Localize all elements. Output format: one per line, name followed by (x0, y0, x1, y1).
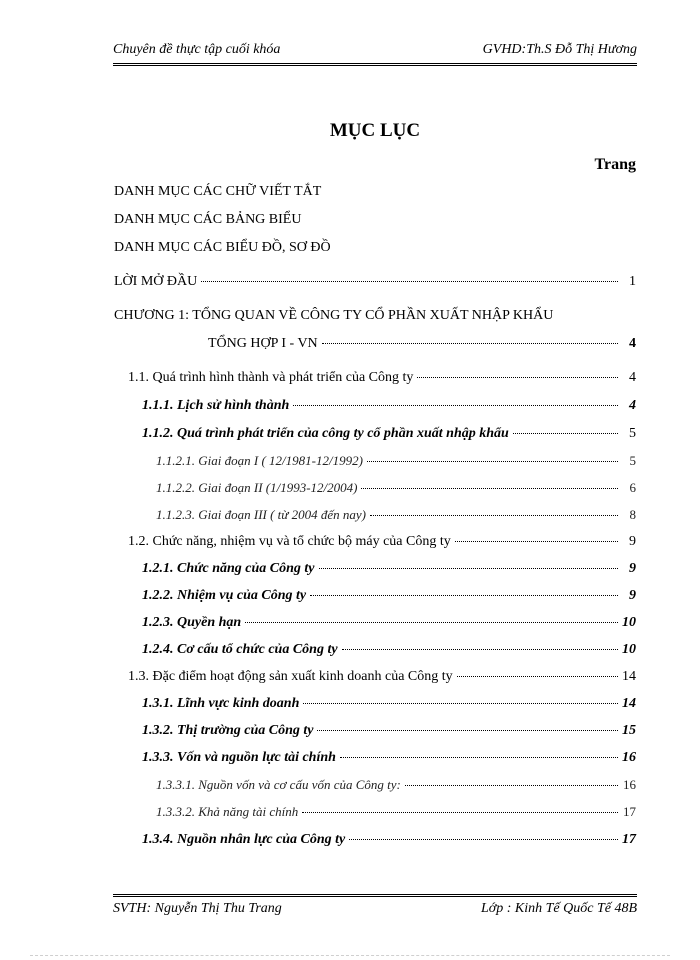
chapter-1-line1: CHƯƠNG 1: TỔNG QUAN VỀ CÔNG TY CỔ PHẦN XUẤT NHẬP KHẨU (114, 308, 554, 323)
toc-entry (128, 669, 636, 685)
toc-text: 1.3.3.1. Nguồn vốn và cơ cấu vốn của Công ty: (156, 777, 401, 792)
toc-page: 15 (622, 723, 636, 738)
toc-text: 1.1.2.1. Giai đoạn I ( 12/1981-12/1992) (156, 453, 363, 468)
toc-entry-intro (114, 274, 636, 290)
page-header (113, 42, 637, 58)
page-title: MỤC LỤC (329, 120, 421, 141)
leader-dots (513, 433, 618, 434)
toc-page: 10 (622, 642, 636, 657)
toc-page: 17 (622, 832, 636, 847)
leader-dots (201, 281, 618, 282)
page-break-line (30, 955, 670, 956)
leader-dots (340, 757, 618, 758)
front-item: DANH MỤC CÁC BIỂU ĐỒ, SƠ ĐỒ (114, 240, 331, 255)
leader-dots (405, 785, 618, 786)
toc-page: 10 (622, 615, 636, 630)
toc-entry (142, 750, 636, 766)
header-rule (113, 63, 637, 66)
footer-rule (113, 894, 637, 897)
toc-page: 5 (629, 453, 636, 468)
toc-text: 1.3.3.2. Khả năng tài chính (156, 804, 299, 819)
footer-left: SVTH: Nguyễn Thị Thu Trang (113, 901, 282, 916)
leader-dots (319, 568, 618, 569)
toc-text: 1.1. Quá trình hình thành và phát triển của Công ty (128, 370, 414, 385)
front-item: DANH MỤC CÁC BẢNG BIỂU (114, 212, 302, 227)
toc-page: 16 (623, 777, 636, 792)
toc-entry-chapter-1 (208, 336, 636, 352)
toc-entry (142, 398, 636, 414)
toc-page: 16 (622, 750, 636, 765)
toc-text: 1.2.4. Cơ cấu tổ chức của Công ty (142, 642, 338, 657)
leader-dots (370, 515, 618, 516)
leader-dots (302, 812, 618, 813)
toc-entry (142, 642, 636, 658)
toc-entry (142, 561, 636, 577)
toc-entry (156, 480, 636, 496)
page-column-label: Trang (594, 156, 636, 173)
leader-dots (349, 839, 618, 840)
toc-entry (128, 370, 636, 386)
toc-text: 1.2.2. Nhiệm vụ của Công ty (142, 588, 307, 603)
toc-text: 1.2. Chức năng, nhiệm vụ và tổ chức bộ máy của Công ty (128, 534, 451, 549)
toc-text: 1.2.1. Chức năng của Công ty (142, 561, 315, 576)
toc-entry (156, 453, 636, 469)
page-footer (113, 901, 637, 917)
toc-entry (142, 588, 636, 604)
leader-dots (457, 676, 618, 677)
leader-dots (303, 703, 618, 704)
toc-text: 1.2.3. Quyền hạn (142, 615, 242, 630)
leader-dots (245, 622, 618, 623)
leader-dots (342, 649, 618, 650)
footer-right: Lớp : Kinh Tế Quốc Tế 48B (480, 901, 637, 916)
toc-page: 6 (629, 480, 636, 495)
leader-dots (322, 343, 618, 344)
toc-page: 4 (629, 398, 636, 413)
toc-page: 8 (629, 507, 636, 522)
toc-text: LỜI MỞ ĐẦU (114, 274, 198, 289)
toc-entry (128, 534, 636, 550)
toc-text: 1.3.2. Thị trường của Công ty (142, 723, 314, 738)
leader-dots (417, 377, 618, 378)
leader-dots (361, 488, 618, 489)
toc-page: 9 (629, 534, 636, 549)
toc-text: 1.3.4. Nguồn nhân lực của Công ty (142, 832, 346, 847)
toc-page: 4 (629, 370, 636, 385)
toc-page: 17 (623, 804, 636, 819)
toc-text: 1.1.2.2. Giai đoạn II (1/1993-12/2004) (156, 480, 358, 495)
leader-dots (293, 405, 618, 406)
toc-entry (142, 615, 636, 631)
header-left: Chuyên đề thực tập cuối khóa (113, 42, 281, 57)
leader-dots (317, 730, 618, 731)
leader-dots (310, 595, 618, 596)
toc-text: 1.1.2. Quá trình phát triển của công ty cổ phần xuất nhập khẩu (142, 426, 509, 441)
toc-text: 1.3.1. Lĩnh vực kinh doanh (142, 696, 300, 711)
toc-entry (142, 696, 636, 712)
toc-entry (142, 832, 636, 848)
toc-text: 1.3. Đặc điểm hoạt động sản xuất kinh doanh của Công ty (128, 669, 453, 684)
toc-page: 9 (629, 588, 636, 603)
toc-entry (156, 804, 636, 820)
toc-entry (142, 723, 636, 739)
toc-page: 14 (622, 696, 636, 711)
toc-text: 1.1.2.3. Giai đoạn III ( từ 2004 đến nay) (156, 507, 366, 522)
toc-page: 9 (629, 561, 636, 576)
toc-page: 5 (629, 426, 636, 441)
toc-text: TỔNG HỢP I - VN (208, 336, 318, 351)
toc-page: 1 (629, 274, 636, 289)
toc-entry (156, 507, 636, 523)
toc-entry (156, 777, 636, 793)
toc-entry (142, 426, 636, 442)
toc-text: 1.1.1. Lịch sử hình thành (142, 398, 290, 413)
toc-page: 14 (622, 669, 636, 684)
header-right: GVHD:Th.S Đỗ Thị Hương (482, 42, 637, 57)
leader-dots (455, 541, 618, 542)
toc-page: 4 (629, 336, 636, 351)
front-item: DANH MỤC CÁC CHỮ VIẾT TẮT (114, 184, 322, 199)
toc-text: 1.3.3. Vốn và nguồn lực tài chính (142, 750, 336, 765)
leader-dots (367, 461, 618, 462)
